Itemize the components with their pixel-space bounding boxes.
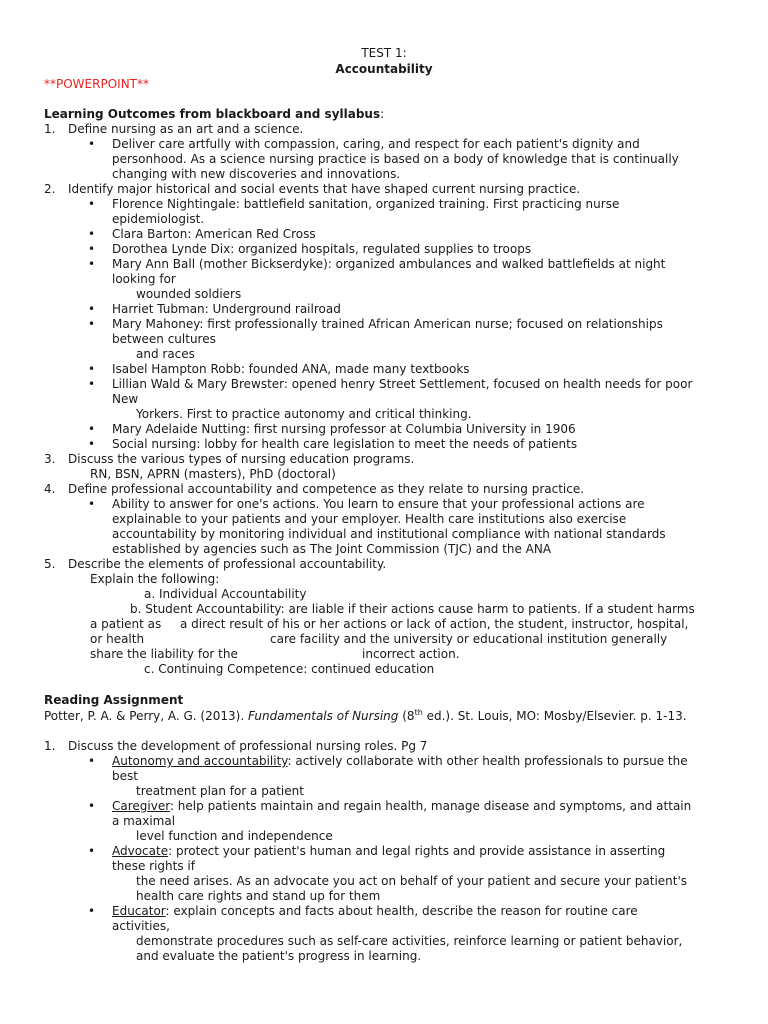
outcomes-heading [44, 107, 384, 122]
page-title: Accountability [335, 62, 433, 76]
citation-title: Fundamentals of Nursing [247, 709, 399, 723]
role-line: health care rights and stand up for them [136, 889, 381, 903]
outcome-4-num: 4. [44, 482, 56, 496]
bullet-icon: • [88, 422, 96, 436]
outcome-1-bullet-line: personhood. As a science nursing practice is based on a body of knowledge that is continually [112, 152, 679, 166]
outcome-3-num: 3. [44, 452, 56, 466]
reading-item-num: 1. [44, 739, 56, 753]
outcome-3-text: Discuss the various types of nursing education programs. [68, 452, 415, 466]
bullet-icon: • [88, 844, 96, 858]
reading-heading: Reading Assignment [44, 693, 184, 707]
history-bullet-line: Lillian Wald & Mary Brewster: opened henry Street Settlement, focused on health needs for poor [112, 377, 693, 391]
element-b-line: care facility and the university or educational institution generally [270, 632, 668, 646]
citation-publisher: ed.). St. Louis, MO: Mosby/Elsevier. p. 1-13. [422, 709, 687, 723]
reading-item-text: Discuss the development of professional nursing roles. Pg 7 [68, 739, 428, 753]
outcome-4-bullet-line: accountability by monitoring individual and institutional compliance with national standards [112, 527, 666, 541]
outcome-5-text: Describe the elements of professional accountability. [68, 557, 387, 571]
outcome-1-text: Define nursing as an art and a science. [68, 122, 304, 136]
role-line: : protect your patient's human and legal rights and provide assistance in asserting [168, 844, 666, 858]
role-line: a maximal [112, 814, 176, 828]
outcome-5-sub: Explain the following: [90, 572, 220, 586]
bullet-icon: • [88, 497, 96, 511]
outcome-3-sub: RN, BSN, APRN (masters), PhD (doctoral) [90, 467, 336, 481]
role-advocate [112, 844, 665, 859]
citation-authors: Potter, P. A. & Perry, A. G. (2013). [44, 709, 248, 723]
bullet-icon: • [88, 197, 96, 211]
role-term: Caregiver [112, 799, 170, 813]
history-bullet-line: New [112, 392, 139, 406]
role-line: demonstrate procedures such as self-care activities, reinforce learning or patient behavior, [136, 934, 683, 948]
outcome-2-num: 2. [44, 182, 56, 196]
powerpoint-label: **POWERPOINT** [44, 77, 149, 91]
history-bullet-line: Mary Mahoney: first professionally trained African American nurse; focused on relationships [112, 317, 663, 331]
bullet-icon: • [88, 799, 96, 813]
history-bullet-line: between cultures [112, 332, 216, 346]
history-bullet-line: wounded soldiers [136, 287, 242, 301]
bullet-icon: • [88, 302, 96, 316]
history-bullet-line: Clara Barton: American Red Cross [112, 227, 316, 241]
role-line: level function and independence [136, 829, 333, 843]
history-bullet-line: and races [136, 347, 195, 361]
role-caregiver [112, 799, 691, 814]
outcomes-heading-text: Learning Outcomes from blackboard and syllabus [44, 107, 381, 121]
history-bullet-line: Florence Nightingale: battlefield sanitation, organized training. First practicing nurse [112, 197, 620, 211]
role-line: treatment plan for a patient [136, 784, 304, 798]
bullet-icon: • [88, 362, 96, 376]
bullet-icon: • [88, 437, 96, 451]
role-line: the need arises. As an advocate you act on behalf of your patient and secure your patient's [136, 874, 688, 888]
citation-edition: (8 [398, 709, 415, 723]
role-line: : help patients maintain and regain health, manage disease and symptoms, and attain [169, 799, 692, 813]
bullet-icon: • [88, 377, 96, 391]
history-bullet-line: Yorkers. First to practice autonomy and critical thinking. [136, 407, 472, 421]
citation-sup: th [414, 708, 423, 717]
bullet-icon: • [88, 227, 96, 241]
outcome-4-bullet-line: Ability to answer for one's actions. You learn to ensure that your professional actions are [112, 497, 645, 511]
citation [44, 709, 687, 724]
role-line: : actively collaborate with other health professionals to pursue the [287, 754, 688, 768]
role-line: and evaluate the patient's progress in learning. [136, 949, 422, 963]
role-line: : explain concepts and facts about health, describe the reason for routine care [165, 904, 638, 918]
bullet-icon: • [88, 242, 96, 256]
outcome-1-bullet-line: changing with new discoveries and innovations. [112, 167, 401, 181]
test-label: TEST 1: [361, 46, 407, 60]
role-line: these rights if [112, 859, 195, 873]
element-b-line: a patient as [90, 617, 162, 631]
history-bullet-line: Isabel Hampton Robb: founded ANA, made many textbooks [112, 362, 470, 376]
history-bullet-line: epidemiologist. [112, 212, 205, 226]
role-term: Advocate [112, 844, 169, 858]
outcome-4-bullet-line: established by agencies such as The Joint Commission (TJC) and the ANA [112, 542, 552, 556]
role-term: Educator [112, 904, 166, 918]
history-bullet-line: Social nursing: lobby for health care legislation to meet the needs of patients [112, 437, 578, 451]
history-bullet-line: looking for [112, 272, 176, 286]
bullet-icon: • [88, 137, 96, 151]
element-b-line: b. Student Accountability: are liable if their actions cause harm to patients. If a student harms [130, 602, 695, 616]
role-line: activities, [112, 919, 170, 933]
role-line: best [112, 769, 138, 783]
bullet-icon: • [88, 317, 96, 331]
history-bullet-line: Harriet Tubman: Underground railroad [112, 302, 341, 316]
element-b-line: incorrect action. [362, 647, 460, 661]
bullet-icon: • [88, 904, 96, 918]
bullet-icon: • [88, 754, 96, 768]
outcomes-heading-colon: : [380, 107, 385, 121]
role-educator [112, 904, 638, 919]
outcome-5-num: 5. [44, 557, 56, 571]
role-autonomy [112, 754, 688, 769]
element-b-line: or health [90, 632, 145, 646]
role-term: Autonomy and accountability [112, 754, 288, 768]
outcome-4-bullet-line: explainable to your patients and your employer. Health care institutions also exercise [112, 512, 627, 526]
bullet-icon: • [88, 257, 96, 271]
element-b-line: a direct result of his or her actions or lack of action, the student, instructor, hospital, [180, 617, 689, 631]
history-bullet-line: Dorothea Lynde Dix: organized hospitals, regulated supplies to troops [112, 242, 532, 256]
outcome-1-num: 1. [44, 122, 56, 136]
history-bullet-line: Mary Ann Ball (mother Bickserdyke): organized ambulances and walked battlefields at night [112, 257, 666, 271]
element-a: a. Individual Accountability [144, 587, 307, 601]
outcome-1-bullet-line: Deliver care artfully with compassion, caring, and respect for each patient's dignity and [112, 137, 640, 151]
element-c: c. Continuing Competence: continued education [144, 662, 435, 676]
outcome-4-text: Define professional accountability and competence as they relate to nursing practice. [68, 482, 585, 496]
element-b-line: share the liability for the [90, 647, 238, 661]
outcome-2-text: Identify major historical and social events that have shaped current nursing practice. [68, 182, 581, 196]
history-bullet-line: Mary Adelaide Nutting: first nursing professor at Columbia University in 1906 [112, 422, 576, 436]
